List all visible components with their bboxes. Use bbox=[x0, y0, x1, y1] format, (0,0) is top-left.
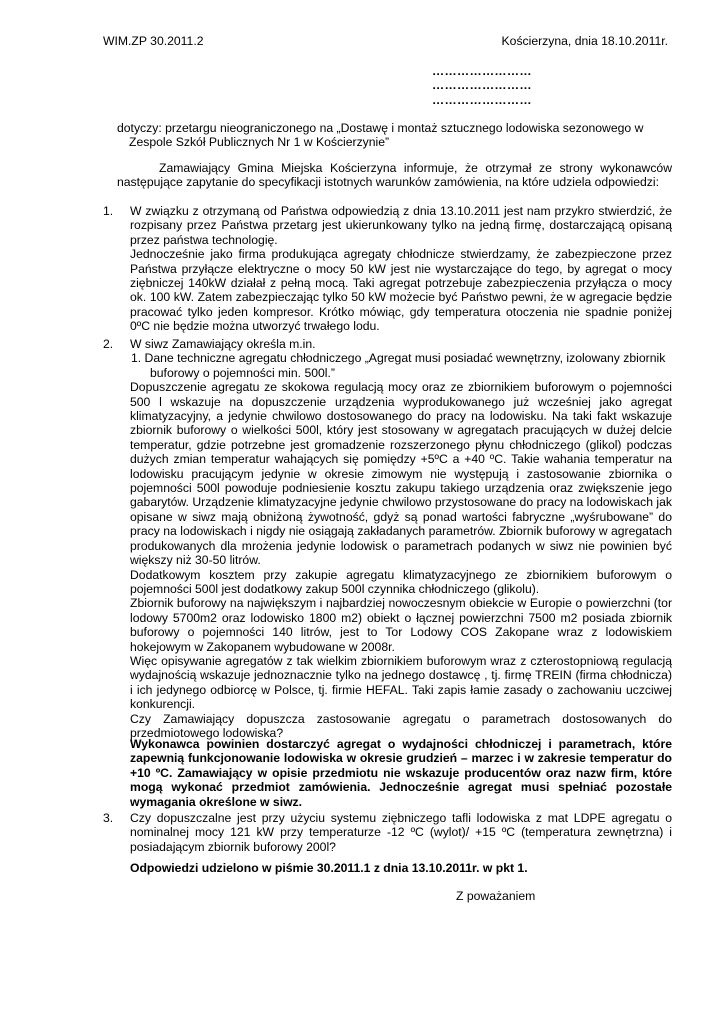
item-2-sub-line-2: buforowy o pojemności min. 500l.” bbox=[150, 365, 335, 380]
reference-number: WIM.ZP 30.2011.2 bbox=[103, 34, 204, 48]
item-1 bbox=[130, 204, 672, 334]
item-1-paragraph: Jednocześnie jako firma produkująca agregaty chłodnicze stwierdzamy, że zabezpieczone przez Państwa przyłącze elektryczne o mocy 50 kW jest nie wystarczające do tego, by agregat o mocy ziębniczej 140kW działał z pełną mocą. Taki agregat potrzebuje zabezpieczenia przyłącza o mocy ok. 100 kW. Zatem zabezpieczając tylko 50 kW możecie być Państwo pewni, że w agregacie będzie pracować tylko jeden kompresor. Krótko mówiąc, gdy temperatura otoczenia nie spadnie poniżej 0ºC nie będzie można utworzyć trwałego lodu. bbox=[130, 247, 672, 334]
item-2-lead: W siwz Zamawiający określa m.in. bbox=[130, 337, 316, 351]
addressee-line: …………………… bbox=[432, 78, 532, 93]
subject bbox=[117, 121, 672, 150]
item-3-answer: Odpowiedzi udzielono w piśmie 30.2011.1 z dnia 13.10.2011r. w pkt 1. bbox=[130, 861, 528, 875]
item-2-paragraph: Zbiornik buforowy na największym i najbardziej nowoczesnym obiekcie w Europie o powierzchni (tor lodowy 5700m2 oraz lodowisko 1800 m2) obiekt o łącznej powierzchni 7500 m2 posiada zbiornik buforowy o pojemności 140 litrów, jest to Tor Lodowy COS Zakopane wraz z lodowiskiem hokejowym w Zakopanem wybudowane w 2008r. bbox=[130, 596, 672, 654]
closing: Z poważaniem bbox=[456, 889, 536, 903]
addressee-line: …………………… bbox=[432, 64, 532, 78]
place-and-date: Kościerzyna, dnia 18.10.2011r. bbox=[501, 34, 668, 48]
item-2-sub-line-1: 1. Dane techniczne agregatu chłodniczego „Agregat musi posiadać wewnętrzny, izolowany zbiornik bbox=[131, 351, 666, 366]
item-number: 2. bbox=[103, 337, 114, 351]
item-2 bbox=[130, 337, 672, 740]
item-3-question: Czy dopuszczalne jest przy użyciu systemu ziębniczego tafli lodowiska z mat LDPE agregatu o nominalnej mocy 121 kW przy temperaturze -12 ºC (wylot)/ +15 ºC (temperatura zewnętrzna) i posiadającym zbiornik buforowy 200l? bbox=[130, 811, 672, 854]
item-2-paragraph: Czy Zamawiający dopuszcza zastosowanie agregatu o parametrach dostosowanych do przedmiotowego lodowiska? bbox=[130, 711, 672, 740]
addressee-line: …………………… bbox=[432, 92, 532, 107]
addressee-block bbox=[432, 64, 552, 107]
subject-line-2: Zespole Szkół Publicznych Nr 1 w Kościerzynie” bbox=[129, 135, 390, 150]
item-2-paragraph: Więc opisywanie agregatów z tak wielkim zbiornikiem buforowym wraz z czterostopniową regulacją wydajnością wskazuje jednoznacznie tylko na jednego dostawcę , tj. firmę TREIN (firma chłodnicza) i ich jedynego odbiorcę w Polsce, tj. firmie HEFAL. Taki zapis łamie zasady o zachowaniu uczciwej konkurencji. bbox=[130, 653, 672, 712]
intro-paragraph: Zamawiający Gmina Miejska Kościerzyna informuje, że otrzymał ze strony wykonawców następujące zapytanie do specyfikacji istotnych warunków zamówienia, na które udziela odpowiedzi: bbox=[117, 161, 672, 190]
item-2-answer: Wykonawca powinien dostarczyć agregat o wydajności chłodniczej i parametrach, które zapewnią funkcjonowanie lodowiska w okresie grudzień – marzec i w zakresie temperatur do +10 ºC. Zamawiający w opisie przedmiotu nie wskazuje producentów oraz nazw firm, które mogą wykonać przedmiot zamówienia. Jednocześnie agregat musi spełniać pozostałe wymagania określone w siwz. bbox=[130, 737, 672, 809]
item-1-paragraph: W związku z otrzymaną od Państwa odpowiedzią z dnia 13.10.2011 jest nam przykro stwierdzić, że rozpisany przez Państwa przetarg jest ukierunkowany tylko na jedną firmę, dostarczającą opisaną przez państwa technologię. bbox=[130, 204, 672, 247]
item-2-paragraph: Dodatkowym kosztem przy zakupie agregatu klimatyzacyjnego ze zbiornikiem buforowym o pojemności 500l jest dodatkowy zakup 500l czynnika chłodniczego (glikolu). bbox=[130, 567, 672, 596]
item-number: 3. bbox=[103, 811, 114, 825]
subject-line-1: dotyczy: przetargu nieograniczonego na „Dostawę i montaż sztucznego lodowiska sezonowego w bbox=[117, 121, 644, 135]
item-number: 1. bbox=[103, 204, 114, 218]
item-2-body bbox=[130, 380, 672, 740]
item-2-paragraph: Dopuszczenie agregatu ze skokowa regulacją mocy oraz ze zbiornikiem buforowym o pojemności 500 l wskazuje na dopuszczenie urządzenia wyprodukowanego już wcześniej jako agregat klimatyzacyjny, a jedynie chwilowo dostosowanego do pracy na lodowisku. Na taki fakt wskazuje zbiornik buforowy o wielkości 500l, który jest stosowany w agregatach pracujących w dużej delcie temperatur, gdzie potrzebne jest gromadzenie rozszerzonego płynu chłodniczego (glikol) podczas dużych zmian temperatur wahających się pomiędzy +5ºC a +40 ºC. Takie wahania temperatur na lodowisku pracującym jedynie w okresie zimowym nie występują i zastosowanie zbiornika o pojemności 500l powoduje podniesienie kosztu zakupu takiego urządzenia oraz zwiększenie jego gabarytów. Urządzenie klimatyzacyjne jedynie chwilowo przystosowane do pracy na lodowiskach jak opisane w siwz mają obniżoną żywotność, gdyż są ponad wartości fabryczne „wyśrubowane” do pracy na lodowiskach i nigdy nie osiągają zakładanych parametrów. Zbiornik buforowy w agregatach produkowanych dla mrożenia jedynie lodowisk o parametrach podanych w siwz nie powinien być większy niż 30-50 litrów. bbox=[130, 380, 672, 568]
